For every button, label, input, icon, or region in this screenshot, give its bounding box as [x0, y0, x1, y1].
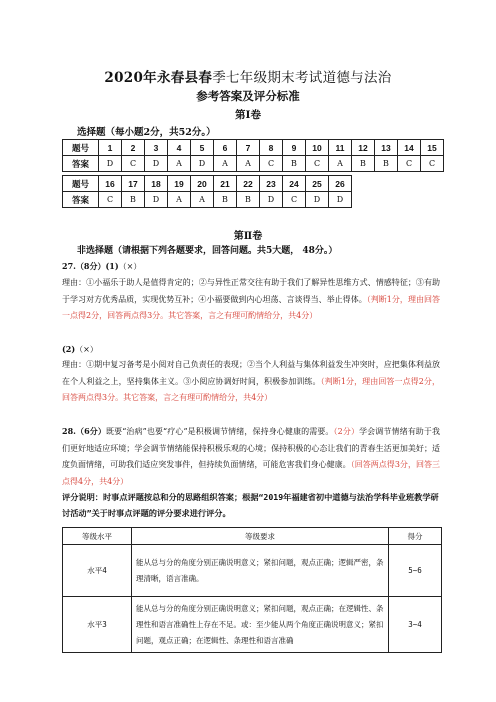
nonmcq-heading: 非选择题（请根据下列各题要求，回答问题。共5大题， 48分。）	[77, 246, 338, 256]
q27-sub2-label: (2)	[62, 344, 76, 354]
question-number: 13	[375, 140, 398, 156]
row-label-answer: 答案	[63, 156, 99, 172]
answer-cell: A	[168, 156, 191, 172]
rubric-row	[63, 597, 442, 653]
rubric-row	[63, 545, 442, 597]
q27-label: 27.（8分）(1)	[62, 261, 119, 271]
answer-cell: C	[260, 156, 283, 172]
rubric-score: 3~4	[389, 597, 442, 653]
question-number: 23	[260, 176, 283, 192]
answer-cell: C	[283, 192, 306, 208]
rubric-header-row	[63, 528, 442, 545]
answer-cell: A	[237, 156, 260, 172]
q27-answer-2	[62, 357, 440, 407]
row-label-question: 题号	[63, 140, 99, 156]
answer-cell: C	[99, 192, 122, 208]
answer-cell: C	[122, 156, 145, 172]
question-number-row	[63, 176, 352, 192]
q27-score-2: （判断1分，理由回答一点得2分，回答两点得3分。其它答案，言之有理可酌情给分，共4分）	[62, 376, 440, 402]
question-number: 21	[214, 176, 237, 192]
q27-reason-2: 理由：①期中复习备考是小阅对自己负责任的表现；②当个人利益与集体利益发生冲突时，应把集体利益放在个人利益之上，坚持集体主义。③小阅应协调好时间，积极参加训练。	[62, 360, 440, 386]
question-number: 16	[99, 176, 122, 192]
answer-row	[63, 192, 352, 208]
answer-cell: C	[306, 156, 329, 172]
question-number: 20	[191, 176, 214, 192]
question-number: 18	[145, 176, 168, 192]
question-number: 9	[283, 140, 306, 156]
rubric-requirement: 能从总与分的角度分别正确说明意义；紧扣问题，观点正确；逻辑严密，条理清晰，语言准确。	[132, 545, 389, 597]
q27-mark: （×）	[118, 262, 142, 271]
rubric-header-requirement: 等级要求	[132, 528, 389, 545]
document-title: 2020年永春县春季七年级期末考试道德与法治	[104, 70, 392, 86]
answer-table-2	[62, 175, 352, 208]
answer-cell: B	[237, 192, 260, 208]
question-number: 17	[122, 176, 145, 192]
q28-label: 28.（6分）	[62, 426, 107, 436]
answer-row	[63, 156, 444, 172]
rubric-table	[62, 527, 442, 653]
answer-cell: C	[398, 156, 421, 172]
q27-score-1: （判断1分，理由回答一点得2分，回答两点得3分。其它答案，言之有理可酌情给分，共4分）	[62, 294, 440, 320]
question-number: 15	[421, 140, 444, 156]
answer-cell: D	[145, 192, 168, 208]
question-number: 10	[306, 140, 329, 156]
question-number: 7	[237, 140, 260, 156]
answer-cell: D	[191, 156, 214, 172]
part1-label: 第Ⅰ卷	[235, 109, 261, 121]
q28-body: 学会调节情绪有助于我们更好地适应环境；学会调节情绪能保持积极乐观的心境；保持积极的心态让我们的青春生活更加美好；适度负面情绪，可助我们适应突发事件，但持续负面情绪，可能危害我们身心健康。	[62, 427, 441, 469]
question-number: 6	[214, 140, 237, 156]
document-subtitle: 参考答案及评分标准	[196, 89, 300, 103]
question-number: 4	[168, 140, 191, 156]
question-number: 25	[306, 176, 329, 192]
answer-cell: D	[99, 156, 122, 172]
question-number: 14	[398, 140, 421, 156]
question-number: 26	[329, 176, 352, 192]
question-number: 1	[99, 140, 122, 156]
answer-cell: A	[191, 192, 214, 208]
question-number: 19	[168, 176, 191, 192]
answer-cell: B	[214, 192, 237, 208]
q28-body-score: （回答两点得3分，回答三点得4分，共4分）	[62, 460, 441, 486]
q28-lead: 既要“治病”也要“疗心”是积极调节情绪，保持身心健康的需要。	[106, 427, 334, 436]
q27-heading	[62, 258, 440, 276]
answer-cell: A	[214, 156, 237, 172]
mcq-heading: 选择题（每小题2分，共52分。）	[77, 127, 216, 138]
answer-cell: D	[329, 192, 352, 208]
row-label-answer: 答案	[63, 192, 99, 208]
q27-sub2-mark: （×）	[75, 345, 98, 354]
q27-answer-1	[62, 275, 440, 325]
question-number: 5	[191, 140, 214, 156]
q27-reason-1: 理由：①小福乐于助人是值得肯定的；②与异性正常交往有助于我们了解异性思维方式、情感特征；③有助于学习对方优秀品质，实现优势互补；④小福要做到内心坦荡、言谈得当、举止得体。	[62, 278, 440, 304]
answer-cell: C	[421, 156, 444, 172]
question-number: 12	[352, 140, 375, 156]
part2-label: 第Ⅱ卷	[233, 231, 263, 242]
q28-answer	[62, 423, 440, 490]
scoring-note: 评分说明：时事点评题按总和分的思路组织答案；根据“2019年福建省初中道德与法治学科毕业班教学研讨活动”关于时事点评题的评分要求进行评分。	[62, 492, 439, 518]
question-number: 3	[145, 140, 168, 156]
answer-cell: B	[283, 156, 306, 172]
q27-sub2-heading	[62, 341, 440, 359]
answer-cell: D	[145, 156, 168, 172]
answer-cell: D	[306, 192, 329, 208]
q28-lead-score: （2分）	[333, 427, 360, 436]
row-label-question: 题号	[63, 176, 99, 192]
question-number: 2	[122, 140, 145, 156]
rubric-level: 水平3	[63, 597, 132, 653]
rubric-score: 5~6	[389, 545, 442, 597]
question-number: 8	[260, 140, 283, 156]
question-number: 22	[237, 176, 260, 192]
rubric-level: 水平4	[63, 545, 132, 597]
rubric-requirement: 能从总与分的角度分别正确说明意义；紧扣问题，观点正确；在逻辑性、条理性和语言准确性上存在不足。或：至少能从两个角度正确说明意义；紧扣问题，观点正确；在逻辑性、条理性和语言准确	[132, 597, 389, 653]
answer-cell: B	[122, 192, 145, 208]
answer-cell: D	[260, 192, 283, 208]
question-number-row	[63, 140, 444, 156]
rubric-header-score: 得分	[389, 528, 442, 545]
question-number: 24	[283, 176, 306, 192]
question-number: 11	[329, 140, 352, 156]
answer-cell: A	[168, 192, 191, 208]
answer-table-1	[62, 139, 444, 172]
answer-cell: A	[329, 156, 352, 172]
answer-cell: B	[375, 156, 398, 172]
answer-cell: B	[352, 156, 375, 172]
rubric-header-level: 等级水平	[63, 528, 132, 545]
